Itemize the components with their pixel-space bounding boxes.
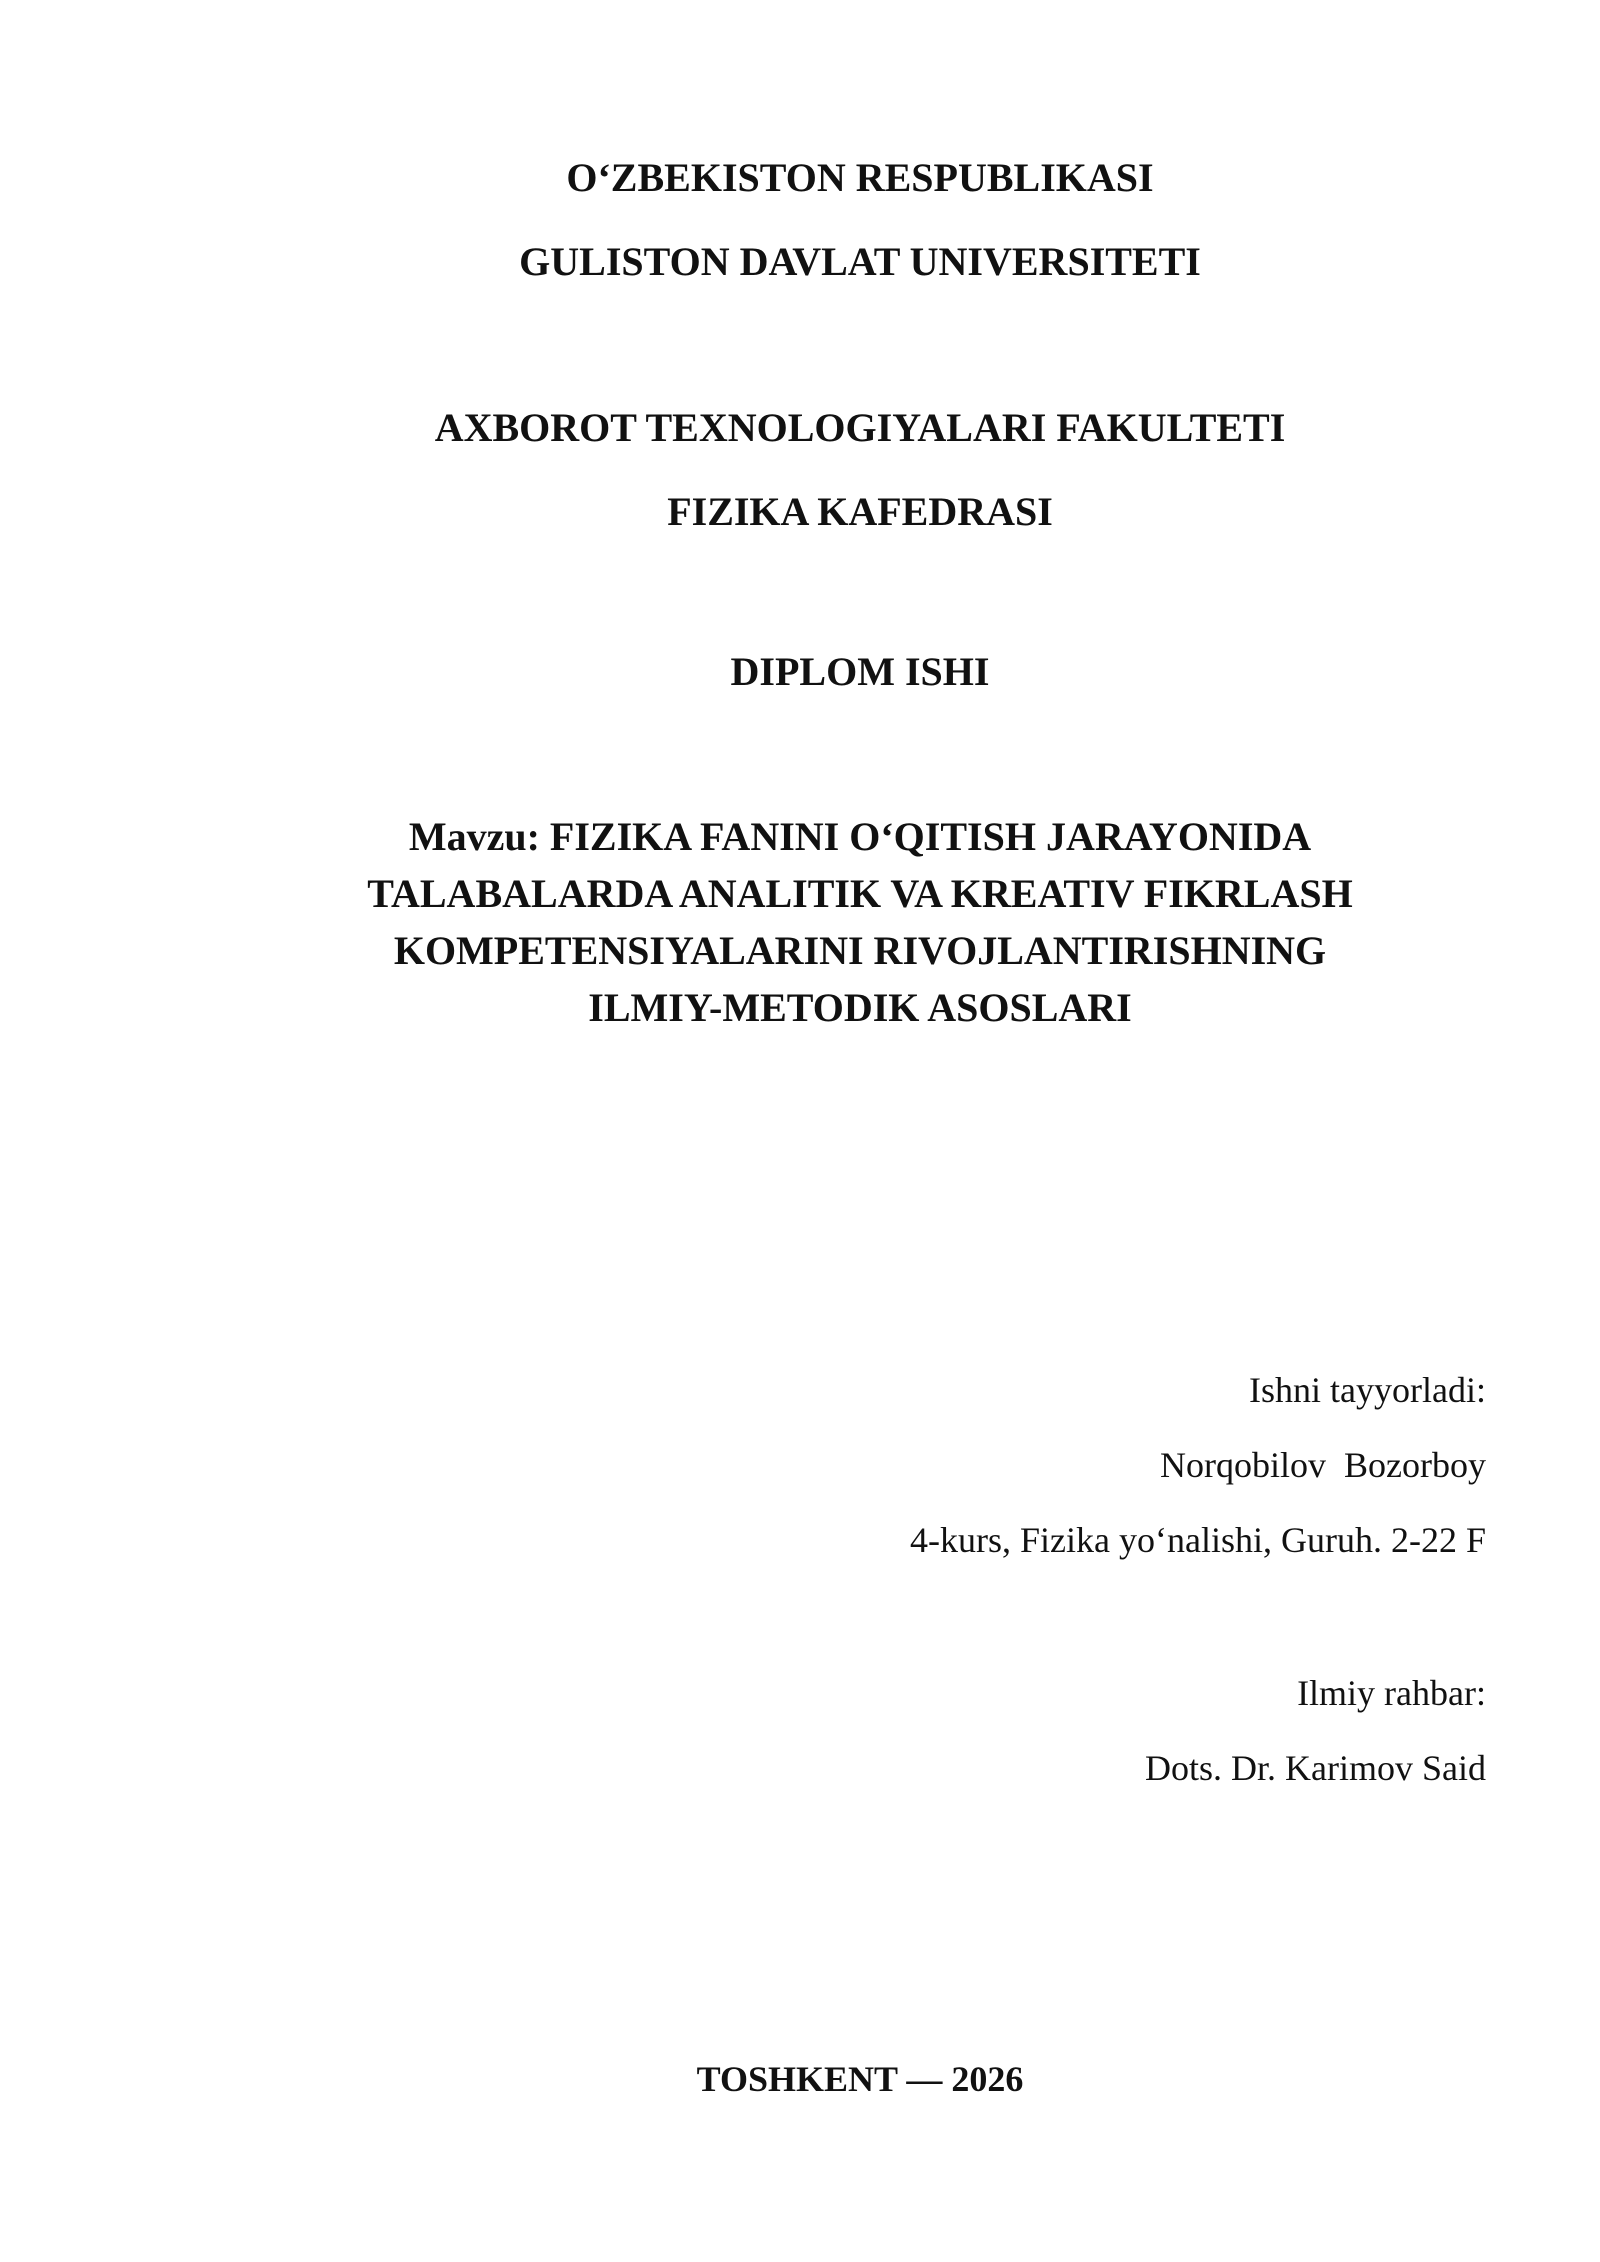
author-label: Ishni tayyorladi: bbox=[1249, 1370, 1486, 1410]
topic-text-line: KOMPETENSIYALARINI RIVOJLANTIRISHNING bbox=[393, 928, 1327, 973]
author-details: 4-kurs, Fizika yo‘nalishi, Guruh. 2-22 F bbox=[910, 1520, 1486, 1560]
topic-line-1 bbox=[0, 808, 1600, 865]
supervisor-name: Dots. Dr. Karimov Said bbox=[1145, 1748, 1486, 1788]
author-name: Norqobilov Bozorboy bbox=[1160, 1445, 1486, 1485]
document-type-heading: DIPLOM ISHI bbox=[730, 649, 990, 694]
country-heading: O‘ZBEKISTON RESPUBLIKASI bbox=[566, 155, 1154, 200]
topic-text-line: ILMIY-METODIK ASOSLARI bbox=[588, 985, 1132, 1030]
topic-text-line: FIZIKA FANINI O‘QITISH JARAYONIDA bbox=[549, 814, 1312, 859]
topic-block bbox=[0, 808, 1600, 1036]
chair-heading: FIZIKA KAFEDRASI bbox=[667, 489, 1053, 534]
place-year-footer: TOSHKENT — 2026 bbox=[696, 2059, 1024, 2099]
topic-label: Mavzu: bbox=[408, 814, 540, 859]
university-heading: GULISTON DAVLAT UNIVERSITETI bbox=[519, 239, 1201, 284]
faculty-heading: AXBOROT TEXNOLOGIYALARI FAKULTETI bbox=[434, 405, 1286, 450]
topic-text-line: TALABALARDA ANALITIK VA KREATIV FIKRLASH bbox=[367, 871, 1353, 916]
supervisor-label: Ilmiy rahbar: bbox=[1297, 1673, 1486, 1713]
